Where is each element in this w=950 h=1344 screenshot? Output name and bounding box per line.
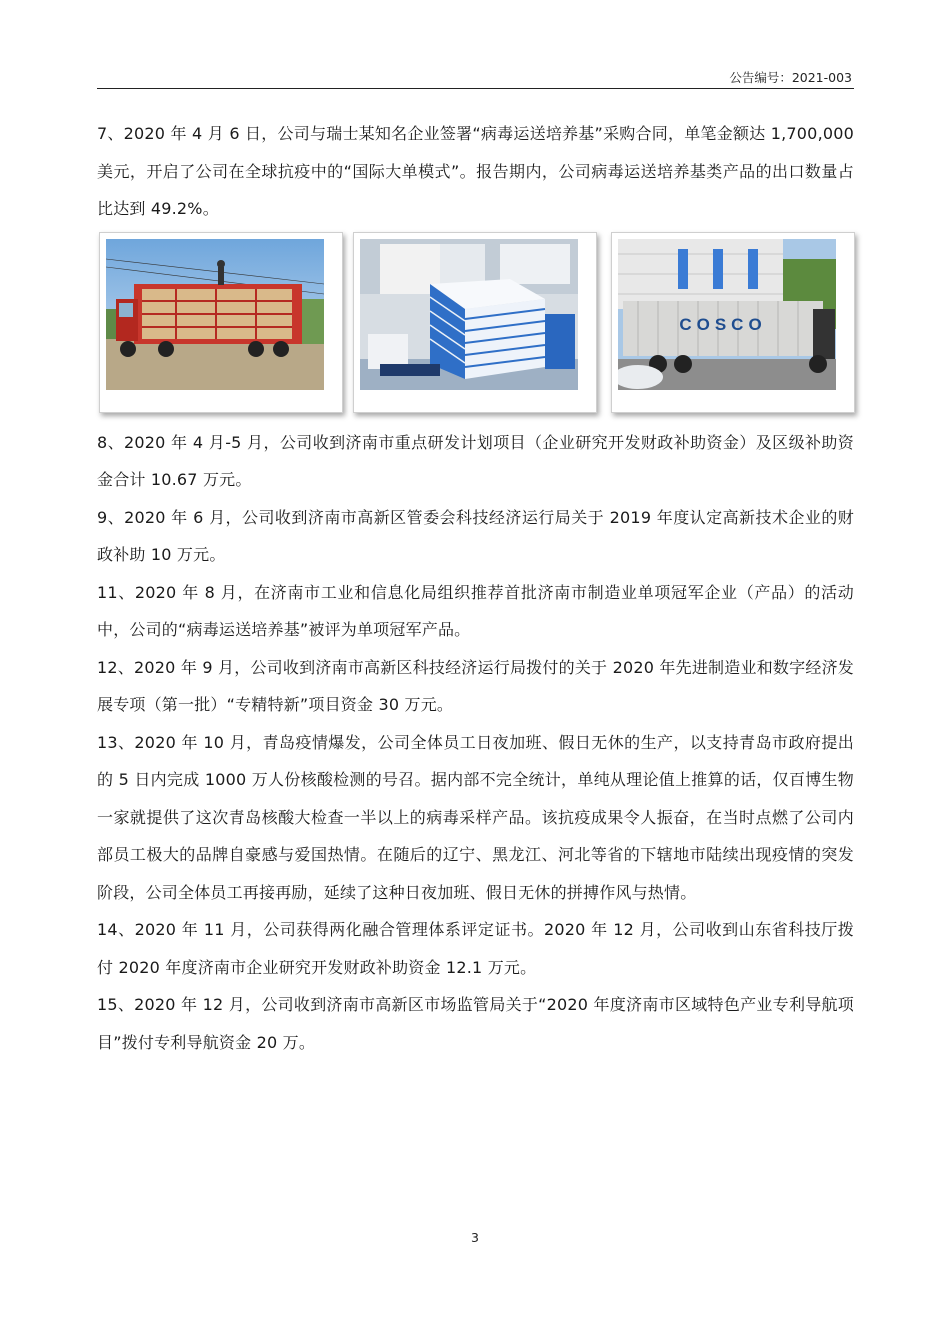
photo-cosco-container <box>611 232 855 413</box>
paragraph-8: 8、2020 年 4 月-5 月，公司收到济南市重点研发计划项目（企业研究开发财政补助资金）及区级补助资金合计 10.67 万元。 <box>97 432 854 489</box>
paragraph-7: 7、2020 年 4 月 6 日，公司与瑞士某知名企业签署“病毒运送培养基”采购合同，单笔金额达 1,700,000 美元，开启了公司在全球抗疫中的“国际大单模式”。报告期内，公司病毒运送培养基类产品的出口数量占比达到 49.2%。 <box>97 124 854 218</box>
document-body <box>97 115 854 1061</box>
page-header <box>97 62 854 89</box>
photo-row <box>97 232 854 417</box>
paragraph-14: 14、2020 年 11 月，公司获得两化融合管理体系评定证书。2020 年 12 月，公司收到山东省科技厅拨付 2020 年度济南市企业研究开发财政补助资金 12.1 万元。 <box>97 920 854 977</box>
announcement-number: 公告编号：2021-003 <box>729 70 852 85</box>
paragraph-11: 11、2020 年 8 月，在济南市工业和信息化局组织推荐首批济南市制造业单项冠军企业（产品）的活动中，公司的“病毒运送培养基”被评为单项冠军产品。 <box>97 582 854 639</box>
photo-truck-loading <box>99 232 343 413</box>
paragraph-12: 12、2020 年 9 月，公司收到济南市高新区科技经济运行局拨付的关于 2020 年先进制造业和数字经济发展专项（第一批）“专精特新”项目资金 30 万元。 <box>97 657 854 714</box>
paragraph-15: 15、2020 年 12 月，公司收到济南市高新区市场监管局关于“2020 年度济南市区域特色产业专利导航项目”拨付专利导航资金 20 万。 <box>97 995 854 1052</box>
cosco-logo-text: COSCO <box>679 314 767 334</box>
paragraph-9: 9、2020 年 6 月，公司收到济南市高新区管委会科技经济运行局关于 2019 年度认定高新技术企业的财政补助 10 万元。 <box>97 507 854 564</box>
photo-warehouse-boxes <box>353 232 597 413</box>
truck-image <box>106 239 324 390</box>
container-truck-image <box>618 239 836 390</box>
warehouse-image <box>360 239 578 390</box>
paragraph-13: 13、2020 年 10 月，青岛疫情爆发，公司全体员工日夜加班、假日无休的生产，以支持青岛市政府提出的 5 日内完成 1000 万人份核酸检测的号召。据内部不完全统计，单纯从理论值上推算的话，仅百博生物一家就提供了这次青岛核酸大检查一半以上的病毒采样产品。该抗疫成果令人振奋，在当时点燃了公司内部员工极大的品牌自豪感与爱国热情。在随后的辽宁、黑龙江、河北等省的下辖地市陆续出现疫情的突发阶段，公司全体员工再接再励，延续了这种日夜加班、假日无休的拼搏作风与热情。 <box>97 732 854 902</box>
page-number: 3 <box>471 1230 479 1245</box>
